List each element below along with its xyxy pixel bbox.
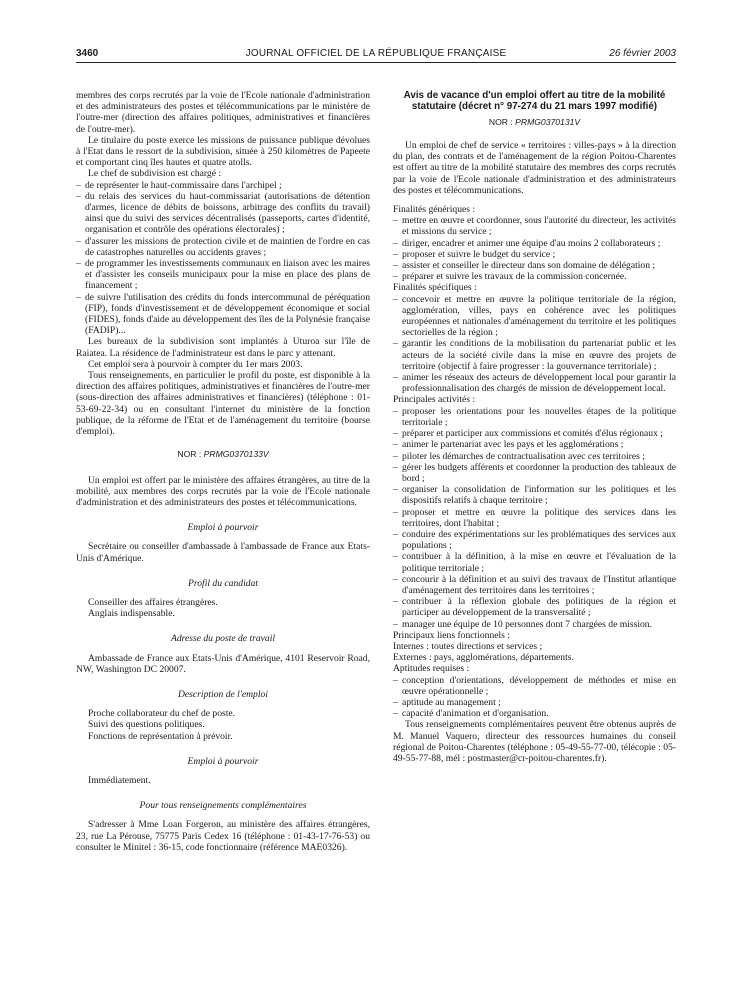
list-item: – de suivre l'utilisation des crédits du fonds intercommunal de péréquation (FIP), fonds d'investissement et de développement économique et social (FIDES), fonds d'aide au développement des îles de la Polynésie française (FADIP)... bbox=[76, 292, 370, 337]
section-text: Immédiatement. bbox=[88, 774, 151, 786]
list-item: – préparer et participer aux commissions et comités d'élus régionaux ; bbox=[393, 428, 676, 439]
activities-label: Principales activités : bbox=[393, 394, 476, 406]
nor-reference bbox=[76, 449, 370, 460]
left-column bbox=[76, 90, 370, 853]
list-item: – de programmer les investissements communaux en liaison avec les maires et d'assister les conseils municipaux pour la mise en place des plans de financement ; bbox=[76, 258, 370, 292]
list-item: – proposer et suivre le budget du service ; bbox=[393, 249, 676, 260]
list-item: – concourir à la définition et au suivi des travaux de l'Institut atlantique d'aménagement des territoires dans les territoires ; bbox=[393, 574, 676, 596]
nor-label: NOR : bbox=[177, 449, 202, 460]
list-item: – de représenter le haut-commissaire dans l'archipel ; bbox=[76, 180, 370, 191]
list-item: – organiser la consolidation de l'information sur les politiques et les dispositifs relatifs à chaque territoire ; bbox=[393, 484, 676, 506]
section-text: Proche collaborateur du chef de poste. bbox=[88, 708, 236, 720]
nor-code: PRMG0370131V bbox=[515, 116, 581, 127]
section-heading: Emploi à pourvoir bbox=[187, 755, 259, 767]
list-item: – gérer les budgets afférents et coordonner la production des tableaux de bord ; bbox=[393, 462, 676, 484]
list-item: – conception d'orientations, développement de méthodes et mise en œuvre opérationnelle ; bbox=[393, 675, 676, 697]
generic-goals-label: Finalités génériques : bbox=[393, 204, 476, 216]
activities-list bbox=[393, 406, 676, 630]
list-item: – préparer et suivre les travaux de la commission concernée. bbox=[393, 271, 676, 282]
list-item: – garantir les conditions de la mobilisation du partenariat public et les acteurs de la société civile dans la mise en œuvre des projets de territoire (objectif à faire progresser : la gouvernance territoriale) ; bbox=[393, 338, 676, 372]
section-text: Conseiller des affaires étrangères. bbox=[88, 596, 218, 608]
section-text: Suivi des questions politiques. bbox=[88, 719, 205, 731]
list-item: – piloter les démarches de contractualisation avec ces territoires ; bbox=[393, 451, 676, 462]
list-item: – mettre en œuvre et coordonner, sous l'autorité du directeur, les activités et missions du service ; bbox=[393, 215, 676, 237]
left-p4: Cet emploi sera à pourvoir à compter du 1er mars 2003. bbox=[88, 358, 303, 370]
list-item: – animer les réseaux des acteurs de développement local pour garantir la professionnalisation des chargés de mission de développement local. bbox=[393, 372, 676, 394]
list-item: – proposer et mettre en œuvre la politique des services dans les territoires, dont l'habitat ; bbox=[393, 507, 676, 529]
list-item: – animer le partenariat avec les pays et les agglomérations ; bbox=[393, 439, 676, 450]
specific-goals-label: Finalités spécifiques : bbox=[393, 282, 477, 294]
list-item: – contribuer à la définition, à la mise en œuvre et l'évaluation de la politique territoriale ; bbox=[393, 551, 676, 573]
page-number: 3460 bbox=[76, 48, 99, 59]
header-rule bbox=[76, 62, 676, 63]
section-text: Anglais indispensable. bbox=[88, 608, 175, 620]
section-heading: Adresse du poste de travail bbox=[170, 633, 276, 645]
list-item: – manager une équipe de 10 personnes dont 7 chargées de mission. bbox=[393, 619, 676, 630]
list-item: – d'assurer les missions de protection civile et de maintien de l'ordre en cas de catastrophes naturelles ou accidents graves ; bbox=[76, 236, 370, 258]
notice-title: Avis de vacance d'un emploi offert au titre de la mobilité statutaire (décret n° 97-274 du 21 mars 1997 modifié) bbox=[403, 90, 666, 113]
section-text: Fonctions de représentation à prévoir. bbox=[88, 730, 233, 742]
list-item: – diriger, encadrer et animer une équipe d'au moins 2 collaborateurs ; bbox=[393, 238, 676, 249]
links-label: Principaux liens fonctionnels : bbox=[393, 629, 510, 641]
section-text: Secrétaire ou conseiller d'ambassade à l'ambassade de France aux Etats-Unis d'Amérique. bbox=[76, 541, 370, 564]
journal-title: JOURNAL OFFICIEL DE LA RÉPUBLIQUE FRANÇAISE bbox=[245, 48, 507, 59]
section-text: S'adresser à Mme Loan Forgeron, au ministère des affaires étrangères, 23, rue La Pérouse, 75775 Paris Cedex 16 (téléphone : 01-43-17-76-53) ou consulter le Minitel : 36-15, code fonctionnaire (référence MAE0326). bbox=[76, 819, 370, 853]
section-heading: Pour tous renseignements complémentaires bbox=[139, 800, 307, 812]
specific-goals-list bbox=[393, 294, 676, 395]
left-p1: Le titulaire du poste exerce les missions de puissance publique dévolues à l'Etat dans le ressort de la subdivision, située à 250 kilomètres de Papeete et comportant cinq îles hautes et quatre atolls. bbox=[76, 134, 370, 169]
nor-reference bbox=[393, 117, 676, 128]
list-item: – assister et conseiller le directeur dans son domaine de délégation ; bbox=[393, 260, 676, 271]
list-item: – concevoir et mettre en œuvre la politique territoriale de la région, agglomération, villes, pays en cohérence avec les politiques européennes et nationales d'aménagement du territoire et les politiques sectorielles de la région ; bbox=[393, 294, 676, 339]
right-outro: Tous renseignements complémentaires peuvent être obtenus auprès de M. Manuel Vaquero, directeur des ressources humaines du conseil régional de Poitou-Charentes (téléphone : 05-49-55-77-00, télécopie : 05-49-55-77-88, mél : postmaster@cr-poitou-charentes.fr). bbox=[393, 719, 676, 764]
issue-date: 26 février 2003 bbox=[609, 48, 676, 59]
nor-label: NOR : bbox=[488, 116, 513, 127]
section-text: Ambassade de France aux Etats-Unis d'Amérique, 4101 Reservoir Road, NW, Washington DC 20007. bbox=[76, 652, 370, 675]
aptitudes-list bbox=[393, 675, 676, 720]
aptitudes-label: Aptitudes requises : bbox=[393, 663, 470, 675]
left-intro: membres des corps recrutés par la voie de l'Ecole nationale d'administration et des administrateurs des postes et télécommunications par le ministère de l'outre-mer (direction des affaires politiques, administratives et financières de l'outre-mer). bbox=[76, 90, 370, 135]
section-heading: Emploi à pourvoir bbox=[187, 522, 259, 534]
list-item: – contribuer à la réflexion globale des politiques de la région et participer au développement de la transversalité ; bbox=[393, 596, 676, 618]
duties-list bbox=[76, 180, 370, 337]
section-heading: Description de l'emploi bbox=[178, 688, 268, 700]
left-p3: Les bureaux de la subdivision sont implantés à Uturoa sur l'île de Raiatea. La résidence de l'administrateur est dans le parc y attenant. bbox=[76, 336, 370, 359]
list-item: – aptitude au management ; bbox=[393, 697, 676, 708]
list-item: – proposer les orientations pour les nouvelles étapes de la politique territoriale ; bbox=[393, 406, 676, 428]
left-p6: Un emploi est offert par le ministère des affaires étrangères, au titre de la mobilité, aux membres des corps recrutés par la voie de l'Ecole nationale d'administration et des administrateurs des postes et télécommunications. bbox=[76, 474, 370, 508]
generic-goals-list bbox=[393, 215, 676, 282]
list-item: – conduire des expérimentations sur les problématiques des services aux populations ; bbox=[393, 529, 676, 551]
links-internal: Internes : toutes directions et services ; bbox=[393, 640, 543, 652]
nor-code: PRMG0370133V bbox=[203, 449, 269, 460]
section-heading: Profil du candidat bbox=[188, 577, 258, 589]
left-p2: Le chef de subdivision est chargé : bbox=[88, 168, 222, 180]
links-external: Externes : pays, agglomérations, départements. bbox=[393, 652, 574, 664]
left-p5: Tous renseignements, en particulier le profil du poste, est disponible à la direction des affaires politiques, administratives et financières de l'outre-mer (sous-direction des affaires administratives et financières) (téléphone : 01-53-69-22-34) ou en consultant l'internet du ministère de la fonction publique, de la réforme de l'Etat et de l'aménagement du territoire (bourse d'emploi). bbox=[76, 370, 370, 438]
right-intro: Un emploi de chef de service « territoires : villes-pays » à la direction du plan, des contrats et de l'aménagement de la région Poitou-Charentes est offert au titre de la mobilité statutaire des membres des corps recrutés par la voie de l'Ecole nationale d'administration et des administrateurs des postes et télécommunications. bbox=[393, 140, 676, 196]
list-item: – du relais des services du haut-commissariat (autorisations de détention d'armes, licence de débits de boissons, arbitrage des conflits du travail) ainsi que du suivi des services décentralisés (passeports, cartes d'identité, organisation et contrôle des opérations électorales) ; bbox=[76, 191, 370, 236]
right-column bbox=[393, 90, 676, 764]
list-item: – capacité d'animation et d'organisation. bbox=[393, 708, 676, 719]
